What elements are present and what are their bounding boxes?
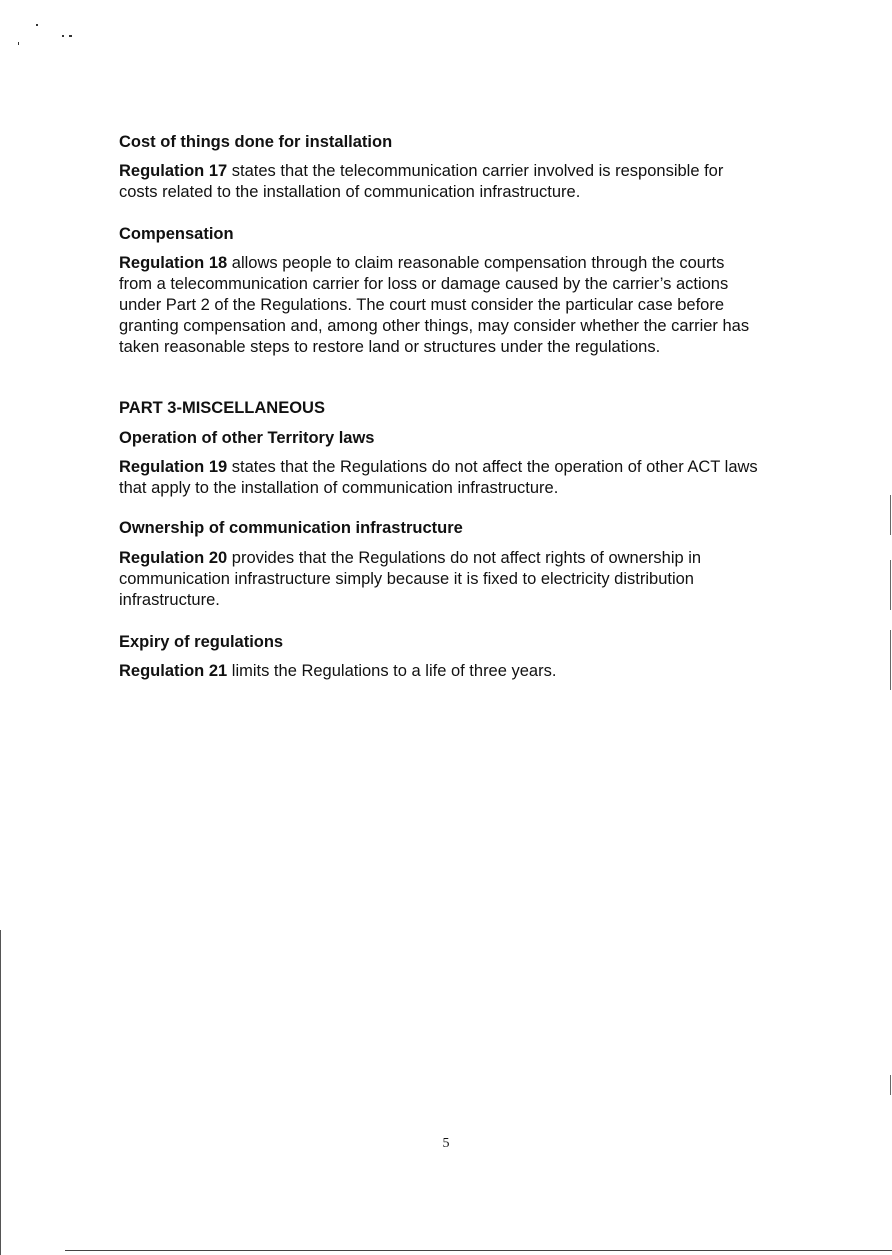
scan-right-edge — [890, 1075, 891, 1095]
regulation-label: Regulation 18 — [119, 254, 228, 272]
regulation-text: provides that the Regulations do not affect rights of ownership in communication infrastructure simply because it is fixed to electricity distribution infrastructure. — [119, 549, 702, 609]
regulation-label: Regulation 21 — [119, 662, 228, 680]
section-paragraph — [119, 161, 759, 203]
regulation-text: allows people to claim reasonable compensation through the courts from a telecommunication carrier for loss or damage caused by the carrier’s actions under Part 2 of the Regulations. The court must consider the particular case before granting compensation and, among other things, may consider whether the carrier has taken reasonable steps to restore land or structures under the regulations. — [119, 254, 750, 356]
regulation-text: states that the Regulations do not affect the operation of other ACT laws that apply to the installation of communication infrastructure. — [119, 458, 758, 497]
scan-left-edge — [0, 930, 1, 1255]
section-heading: Expiry of regulations — [119, 633, 284, 651]
section-heading: Ownership of communication infrastructure — [119, 519, 463, 537]
scan-mark — [18, 42, 19, 45]
section-paragraph — [119, 548, 759, 611]
scan-mark — [36, 24, 38, 26]
section-compensation — [119, 224, 759, 245]
section-ownership — [119, 518, 759, 539]
scan-bottom-rule — [65, 1250, 892, 1251]
section-heading: Operation of other Territory laws — [119, 429, 375, 447]
section-cost-of-installation — [119, 132, 759, 153]
section-expiry — [119, 632, 759, 653]
section-paragraph — [119, 661, 759, 682]
section-paragraph — [119, 253, 759, 358]
regulation-label: Regulation 20 — [119, 549, 228, 567]
section-operation-of-other-laws — [119, 428, 759, 449]
page-number: 5 — [442, 1136, 450, 1151]
part-heading: PART 3-MISCELLANEOUS — [119, 399, 325, 417]
regulation-label: Regulation 19 — [119, 458, 228, 476]
scan-mark — [62, 35, 64, 37]
scan-right-edge — [890, 630, 891, 690]
regulation-text: states that the telecommunication carrier involved is responsible for costs related to the installation of communication infrastructure. — [119, 162, 724, 201]
section-heading: Cost of things done for installation — [119, 133, 393, 151]
section-paragraph — [119, 457, 759, 499]
scan-right-edge — [890, 495, 891, 535]
section-heading: Compensation — [119, 225, 234, 243]
regulation-text: limits the Regulations to a life of three years. — [227, 662, 557, 680]
regulation-label: Regulation 17 — [119, 162, 228, 180]
scan-right-edge — [890, 560, 891, 610]
scan-mark — [69, 35, 72, 37]
